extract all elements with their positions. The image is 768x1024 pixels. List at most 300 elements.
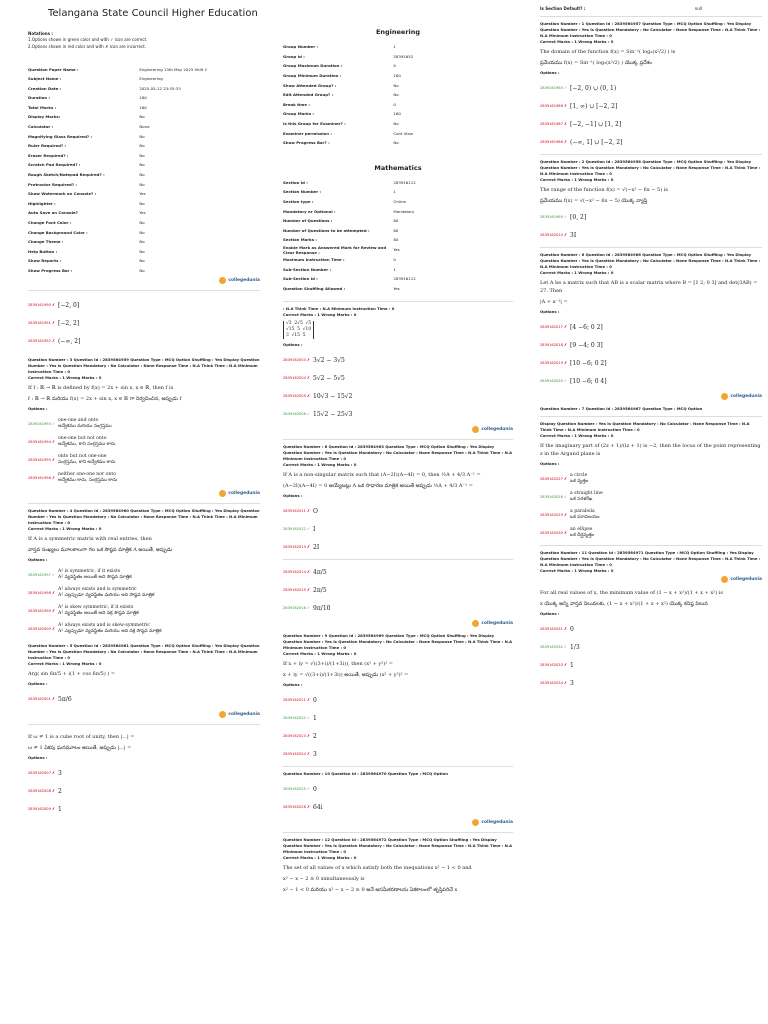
q11-options	[540, 623, 762, 689]
option-text-en: one-one and onto	[58, 418, 99, 424]
option-text: [−2, 0]	[58, 301, 80, 309]
section-default-row	[540, 6, 762, 12]
option-item	[283, 748, 513, 760]
option-text: 5√2 − 5√5	[313, 374, 345, 382]
info-label: Duration :	[28, 95, 51, 101]
option-id: 2839162006 ✓	[283, 412, 311, 417]
info-value: Cant View	[393, 130, 413, 136]
option-id: 2839162027 ✗	[540, 477, 568, 482]
info-row	[28, 160, 260, 170]
option-item	[540, 339, 762, 351]
q12-question-1: The set of all values of x which satisfy both the inequations x² − 1 < 0 and	[283, 865, 472, 872]
option-text: 5π/6	[58, 695, 72, 703]
info-label: Calculator :	[28, 124, 54, 130]
info-row	[28, 151, 260, 161]
info-value: No	[139, 133, 145, 139]
info-row	[283, 216, 513, 226]
option-item	[28, 418, 260, 430]
collegedunia-logo: collegedunia	[28, 711, 260, 718]
info-row	[28, 74, 260, 84]
info-row	[283, 178, 513, 188]
option-id: 2839162015 ✗	[283, 588, 311, 593]
info-value: No	[139, 248, 145, 254]
info-value: 160	[393, 111, 401, 117]
option-text-en: an ellipse	[570, 527, 593, 533]
option-id: 2839161985 ✓	[540, 86, 568, 91]
info-label: Change Font Color :	[28, 220, 72, 226]
info-label: Number of Questions :	[283, 218, 333, 224]
option-text: [4 −6; 0 2]	[570, 323, 603, 331]
option-item	[28, 587, 260, 599]
option-item	[540, 527, 762, 539]
info-label: Section Marks :	[283, 237, 317, 243]
info-row	[283, 226, 513, 236]
logo-mark-icon	[472, 819, 479, 826]
option-item	[540, 509, 762, 521]
q6b-options	[540, 321, 762, 387]
option-text: [10 −6; 0 4]	[570, 377, 607, 385]
info-label: Edit Attended Group? :	[283, 92, 334, 98]
info-value: No	[139, 267, 145, 273]
divider	[28, 724, 260, 725]
option-id: 2839162025 ✓	[283, 787, 311, 792]
info-value: 80	[393, 227, 399, 233]
info-row	[283, 109, 513, 119]
option-id: 2839162017 ✗	[540, 325, 568, 330]
q11-marks: Correct Marks : 1 Wrong Marks : 0	[540, 568, 614, 574]
option-text-en: A² is symmetric, if it exists	[58, 569, 121, 575]
info-value: No	[139, 114, 145, 120]
info-value: No	[139, 162, 145, 168]
option-id: 2839161998 ✗	[28, 591, 56, 596]
q7b-options-label: Options :	[540, 461, 560, 467]
info-row	[28, 170, 260, 180]
info-row	[283, 235, 513, 245]
info-label: Sub-Section Number :	[283, 266, 332, 272]
column-right	[540, 0, 762, 1024]
divider	[283, 439, 513, 440]
option-text: [10 −6; 0 2]	[570, 359, 607, 367]
option-id: 2839162008 ✗	[28, 789, 56, 794]
option-item	[540, 229, 762, 241]
option-text: 1/3	[570, 643, 580, 651]
info-row	[28, 179, 260, 189]
option-id: 2839162014 ✗	[283, 570, 311, 575]
logo-mark-icon	[472, 620, 479, 627]
info-label: Maximum Instruction Time :	[283, 256, 345, 262]
info-row	[28, 199, 260, 209]
option-text	[570, 527, 594, 539]
info-value: 80	[393, 218, 399, 224]
option-text: [−2, 0) ∪ (0, 1)	[570, 84, 617, 92]
option-text-te: A² ఎల్లప్పుడూ వ్యవస్థితం మరియు అది వక్ర సౌష్ఠవ మాత్రిక	[58, 629, 162, 635]
option-text: 2π/5	[313, 586, 327, 594]
info-label: Number of Questions to be attempted :	[283, 227, 370, 233]
q7-options	[28, 767, 260, 815]
info-row	[28, 131, 260, 141]
collegedunia-logo: collegedunia	[283, 819, 513, 826]
option-text: [0, 2]	[570, 213, 587, 221]
option-id: 2839161994 ✗	[28, 440, 56, 445]
info-label: Sub-Section Id :	[283, 276, 318, 282]
q6-options	[283, 505, 513, 553]
option-text: (−∞, 2]	[58, 337, 81, 345]
option-id: 2839162009 ✗	[28, 807, 56, 812]
info-label: Total Marks :	[28, 104, 57, 110]
option-text-te: ఒక వృత్తం	[570, 479, 589, 485]
option-text	[570, 509, 599, 521]
option-item	[540, 211, 762, 223]
info-row	[283, 42, 513, 52]
q2-options	[540, 211, 762, 241]
option-id: 2839161989 ✓	[540, 215, 568, 220]
option-text: 3	[570, 679, 574, 687]
option-text	[58, 436, 115, 448]
mathematics-title: Mathematics	[374, 163, 422, 172]
info-label: Group Minimum Duration :	[283, 73, 342, 79]
q12-question-te: x² − 1 < 0 మరియు x² − x − 2 ≥ 0 అనే అసమీకరణాలను ఏకకాలంలో తృప్తిపరిచే x	[283, 887, 458, 894]
q9-marks: Correct Marks : 1 Wrong Marks : 0	[283, 651, 357, 657]
info-value: No	[393, 92, 399, 98]
matrix-figure: √3 2√5 √5 √15 5 √10 3 √15 5	[283, 321, 314, 339]
collegedunia-logo: collegedunia	[283, 426, 513, 433]
q5-options-label: Options :	[28, 681, 48, 687]
option-id: 2839162003 ✗	[283, 358, 311, 363]
logo-mark-icon	[721, 393, 728, 400]
option-text: 3	[58, 769, 62, 777]
option-text-te: అన్వేకము కాదు, సంగ్రస్తము కాదు	[58, 478, 118, 484]
info-label: Protractor Required? :	[28, 181, 77, 187]
info-row	[283, 255, 513, 265]
option-id: 2839162020 ✓	[540, 379, 568, 384]
info-value: No	[139, 220, 145, 226]
option-id: 2839161988 ✗	[540, 140, 568, 145]
info-value: 1	[393, 266, 396, 272]
q1-options	[540, 82, 762, 148]
q3-question-te: f : ℝ → ℝ మరియు f(x) = 2x + sin x, x ∈ ℝ గా నిర్వచించిన, అప్పుడు f	[28, 396, 182, 403]
option-item	[283, 584, 513, 596]
q2-question-en: The range of the function f(x) = √(−x² − 6x − 5) is	[540, 187, 668, 194]
info-row	[283, 197, 513, 207]
q5-question: Arg( sin 6π/5 + i(1 + cos 6π/5) ) =	[28, 671, 116, 678]
option-id: 2839162019 ✗	[540, 361, 568, 366]
q12-header: Question Number : 12 Question Id : 2839564972 Question Type : MCQ Option Shuffling : Yes Display Question Number : Yes Is Question Mandatory : No Calculator : None Response Time : N.A Think Time : N.A Minimum Instruction Time : 0	[283, 837, 513, 855]
info-row	[28, 103, 260, 113]
info-label: Rough Sketch/Notepad Required? :	[28, 172, 105, 178]
option-id: 2839162029 ✗	[540, 513, 568, 518]
info-value: 80	[393, 237, 399, 243]
q7b-marks: Correct Marks : 1 Wrong Marks : 0	[540, 433, 614, 439]
option-id: 2839162000 ✗	[28, 627, 56, 632]
option-text	[58, 454, 115, 466]
option-item	[28, 472, 260, 484]
info-value: No	[139, 239, 145, 245]
info-value: Yes	[139, 191, 146, 197]
q6-question-en: If A is a non-singular matrix such that (A−2I)(A−4I) = 0, then ½A + 4/3 A⁻¹ =	[283, 472, 481, 479]
option-id: 2839162033 ✗	[540, 663, 568, 668]
q12-question-2: x² − x − 2 ≥ 0 simultaneously is	[283, 876, 365, 883]
q11-question-en: For all real values of x, the minimum value of (1 − x + x²)/(1 + x + x²) is	[540, 590, 723, 597]
section-default-label: Is Section Default? :	[540, 6, 586, 11]
option-text: 0	[570, 625, 574, 633]
info-row	[28, 247, 260, 257]
collegedunia-logo: collegedunia	[28, 277, 260, 284]
option-text: [−2, 2]	[58, 319, 80, 327]
q9-question-en: If x + iy = √((3+i)/(1+3i)), then (x² + y²)² =	[283, 661, 393, 668]
info-label: Show Reports :	[28, 258, 62, 264]
info-row	[28, 237, 260, 247]
info-value: 2025-05-12 23:55:33	[139, 85, 181, 91]
option-id: 2839162010 ✗	[540, 233, 568, 238]
info-row	[28, 83, 260, 93]
info-row	[283, 187, 513, 197]
engineering-title: Engineering	[375, 28, 421, 36]
option-text	[570, 491, 603, 503]
logo-mark-icon	[219, 277, 226, 284]
option-item	[540, 357, 762, 369]
collegedunia-logo: collegedunia	[28, 490, 260, 497]
option-text: 1	[313, 714, 317, 722]
collegedunia-logo: collegedunia	[283, 620, 513, 627]
q11-options-label: Options :	[540, 611, 560, 617]
info-label: Scratch Pad Required? :	[28, 162, 81, 168]
info-row	[28, 112, 260, 122]
info-label: Eraser Required? :	[28, 152, 69, 158]
info-row	[28, 189, 260, 199]
option-text: 64i	[313, 803, 323, 811]
cont-header: : N.A Think Time : N.A Minimum Instruction Time : 0	[283, 306, 395, 312]
info-row	[283, 138, 513, 148]
q3-options-label: Options :	[28, 406, 48, 412]
info-row	[28, 266, 260, 276]
option-item	[28, 767, 260, 779]
option-id: 2839161987 ✗	[540, 122, 568, 127]
option-text-en: A² is skew symmetric, if it exists	[58, 605, 134, 611]
q4-header: Question Number : 4 Question Id : 2839564960 Question Type : MCQ Option Shuffling : Yes Display Question Number : Yes Is Question Mandatory : No Calculator : None Response Time : N.A Think Time : N.A Minimum Instruction Time : 0	[28, 508, 260, 526]
option-text-en: neither one-one nor onto	[58, 472, 116, 478]
q5-header: Question Number : 5 Question Id : 2839564961 Question Type : MCQ Option Shuffling : Yes Display Question Number : Yes Is Question Mandatory : No Calculator : None Response Time : N.A Think Time : N.A Minimum Instruction Time : 0	[28, 643, 260, 661]
option-text	[58, 472, 117, 484]
option-text: 2I	[313, 543, 320, 551]
info-label: Group Marks :	[283, 111, 314, 117]
page-title: Telangana State Council Higher Education	[48, 8, 258, 19]
divider	[540, 416, 762, 417]
option-text	[58, 623, 161, 635]
option-text-te: సంగ్రస్తము, కాని అన్వేకము కాదు	[58, 460, 116, 466]
info-value: 180	[139, 95, 147, 101]
q5-marks: Correct Marks : 1 Wrong Marks : 0	[28, 661, 102, 667]
option-item	[283, 712, 513, 724]
q7b-options	[540, 473, 762, 539]
option-item	[28, 436, 260, 448]
option-id: 2839162028 ✓	[540, 495, 568, 500]
q6-header: Question Number : 6 Question Id : 2839564963 Question Type : MCQ Option Shuffling : Yes Display Question Number : Yes Is Question Mandatory : No Calculator : None Response Time : N.A Think Time : N.A Minimum Instruction Time : 0	[283, 444, 513, 462]
info-row	[28, 122, 260, 132]
info-value: No	[393, 82, 399, 88]
info-value: No	[139, 152, 145, 158]
option-item	[283, 602, 513, 614]
info-value: 160	[139, 104, 147, 110]
option-id: 2839162018 ✗	[540, 343, 568, 348]
option-text-en: a circle	[570, 473, 588, 479]
option-text: 1	[570, 661, 574, 669]
option-item	[540, 623, 762, 635]
info-value: None	[139, 124, 150, 130]
info-value: No	[139, 200, 145, 206]
info-row	[283, 245, 513, 255]
option-id: 2839161999 ✗	[28, 609, 56, 614]
option-id: 2839161991 ✗	[28, 321, 56, 326]
option-text-te: A² వ్యవస్థితం అయితే అది సౌష్ఠవ మాత్రిక	[58, 575, 132, 581]
option-item	[283, 505, 513, 517]
group-info-table	[283, 42, 513, 148]
q7-question-en: If ω ≠ 1 is a cube root of unity, then |...| =	[28, 734, 135, 741]
q4-question-te: వాస్తవ సంఖ్యలు మూలకాలుగా గల ఒక సౌష్ఠవ మాత్రిక A అయితే, అప్పుడు	[28, 547, 173, 554]
option-id: 2839162030 ✗	[540, 531, 568, 536]
option-item	[540, 641, 762, 653]
option-text	[58, 605, 139, 617]
q1-marks: Correct Marks : 1 Wrong Marks : 0	[540, 39, 614, 45]
q10-options	[283, 783, 513, 813]
info-value: Mandatory	[393, 208, 415, 214]
info-label: Mandatory or Optional :	[283, 208, 336, 214]
q2-question-te: ప్రమేయము f(x) = √(−x² − 6x − 5) యొక్క వ్యాప్తి	[540, 198, 648, 205]
info-value: 1	[393, 189, 396, 195]
info-row	[28, 93, 260, 103]
divider	[283, 301, 513, 302]
q7b-question: If the imaginary part of (2z + 1)/(iz + 1) is −2, then the locus of the point representing z in the Argand plane is	[540, 443, 761, 458]
info-label: Break time :	[283, 101, 310, 107]
q6b-marks: Correct Marks : 1 Wrong Marks : 0	[540, 270, 614, 276]
info-value: 283916112	[393, 179, 416, 185]
info-value: 180	[393, 73, 401, 79]
q2-marks: Correct Marks : 1 Wrong Marks : 0	[540, 177, 614, 183]
option-id: 2839161992 ✗	[28, 339, 56, 344]
info-label: Show Progress Bar :	[28, 267, 73, 273]
q5-option-1	[28, 693, 260, 705]
q7b-header: Question Number : 7 Question Id : 2839564967 Question Type : MCQ Option	[540, 406, 703, 412]
info-label: Group Number :	[283, 44, 319, 50]
divider	[283, 766, 513, 767]
q4-options-label: Options :	[28, 557, 48, 563]
option-text: 2	[313, 732, 317, 740]
info-value: Engineering 13th May 2025 Shift 2	[139, 66, 208, 72]
option-item	[283, 354, 513, 366]
option-id: 2839162005 ✗	[283, 394, 311, 399]
option-id: 2839162034 ✗	[540, 681, 568, 686]
option-text-te: A² ఎల్లప్పుడూ వ్యవస్థితం మరియు అది సౌష్ఠవ మాత్రిక	[58, 593, 155, 599]
info-row	[283, 206, 513, 216]
option-item	[540, 659, 762, 671]
paper-info-table	[28, 64, 260, 275]
q9-options	[283, 694, 513, 760]
section-info-table	[283, 178, 513, 294]
divider	[283, 559, 513, 560]
column-middle	[283, 0, 513, 1024]
q1-options-label: Options :	[540, 70, 560, 76]
option-item	[28, 317, 260, 329]
option-text: 3	[313, 750, 317, 758]
info-row	[28, 64, 260, 74]
option-text: [−2, −1] ∪ [1, 2]	[570, 120, 622, 128]
info-row	[28, 227, 260, 237]
info-label: Auto Save on Console?	[28, 210, 78, 216]
info-row	[283, 274, 513, 284]
cont-marks: Correct Marks : 1 Wrong Marks : 0	[283, 312, 357, 318]
info-label: Question Shuffling Allowed :	[283, 285, 346, 291]
option-text-te: ఒక పరావలయం	[570, 515, 600, 521]
option-id: 2839162012 ✓	[283, 527, 311, 532]
option-item	[28, 605, 260, 617]
option-text-en: A² always exists and is symmetric	[58, 587, 137, 593]
q12-marks: Correct Marks : 1 Wrong Marks : 0	[283, 855, 357, 861]
info-row	[283, 283, 513, 293]
info-value: Engineering	[139, 76, 163, 82]
q3-header: Question Number : 3 Question Id : 2839564959 Question Type : MCQ Option Shuffling : Yes Display Question Number : Yes Is Question Mandatory : No Calculator : None Response Time : N.A Think Time : N.A Minimum Instruction Time : 0	[28, 357, 260, 375]
info-value: No	[139, 172, 145, 178]
section-default-value: null	[694, 6, 702, 11]
q7-options-label: Options :	[28, 755, 48, 761]
info-label: Display Marks:	[28, 114, 61, 120]
info-value: Online	[393, 199, 406, 205]
option-text-en: one-one but not onto	[58, 436, 107, 442]
option-text-te: ఒక దీర్ఘవృత్తం	[570, 533, 595, 539]
q7-question-te: ω ≠ 1 ఏకపు ఘనమూలం అయితే, అప్పుడు |...| =	[28, 745, 132, 752]
q4-question-en: If A is a symmetric matrix with real entries, then	[28, 536, 152, 543]
info-row	[283, 100, 513, 110]
info-label: Group Maximum Duration :	[283, 63, 343, 69]
cont-options-label: Options :	[283, 342, 303, 348]
option-text: 1	[58, 805, 62, 813]
options-list	[283, 566, 513, 614]
divider	[540, 16, 762, 17]
option-text	[58, 418, 112, 430]
option-id: 2839162026 ✗	[283, 805, 311, 810]
info-value: Yes	[393, 285, 400, 291]
option-item	[283, 408, 513, 420]
option-text: (−∞, 1] ∪ [−2, 2]	[570, 138, 623, 146]
q7b-sub: Display Question Number : Yes Is Question Mandatory : No Calculator : None Response Time : N.A Think Time : N.A Minimum Instruction Time : 0	[540, 421, 750, 433]
option-id: 2839162023 ✗	[283, 734, 311, 739]
q10-header: Question Number : 10 Question Id : 2839564970 Question Type : MCQ Option	[283, 771, 448, 777]
q6b-question-2: |A + a⁻¹| =	[540, 299, 568, 306]
divider	[540, 545, 762, 546]
option-item	[540, 136, 762, 148]
info-value: No	[393, 140, 399, 146]
option-id: 2839162007 ✗	[28, 771, 56, 776]
option-item	[283, 694, 513, 706]
option-item	[540, 321, 762, 333]
info-label: Magnifying Glass Required? :	[28, 133, 93, 139]
option-text	[58, 569, 132, 581]
q9-options-label: Options :	[283, 682, 303, 688]
option-text: 9π/10	[313, 604, 331, 612]
divider	[540, 247, 762, 248]
option-id: 2839162022 ✓	[283, 716, 311, 721]
info-value: No	[139, 143, 145, 149]
info-row	[283, 80, 513, 90]
option-text: 10√3 − 15√2	[313, 392, 353, 400]
option-item	[28, 623, 260, 635]
info-label: Question Paper Name :	[28, 66, 79, 72]
info-row	[28, 141, 260, 151]
option-text-te: అన్వేకము, కాని సంగ్రస్తము కాదు	[58, 442, 116, 448]
q6b-question-1: Let A be a matrix such that AB is a scalar matrix where B = [1 2; 0 3] and det(3AB) = 27. Then	[540, 280, 758, 295]
option-text-te: అన్వేకము మరియు సంగ్రస్తము	[58, 424, 112, 430]
info-value: No	[139, 181, 145, 187]
option-text: I	[313, 525, 316, 533]
option-id: 2839162024 ✗	[283, 752, 311, 757]
